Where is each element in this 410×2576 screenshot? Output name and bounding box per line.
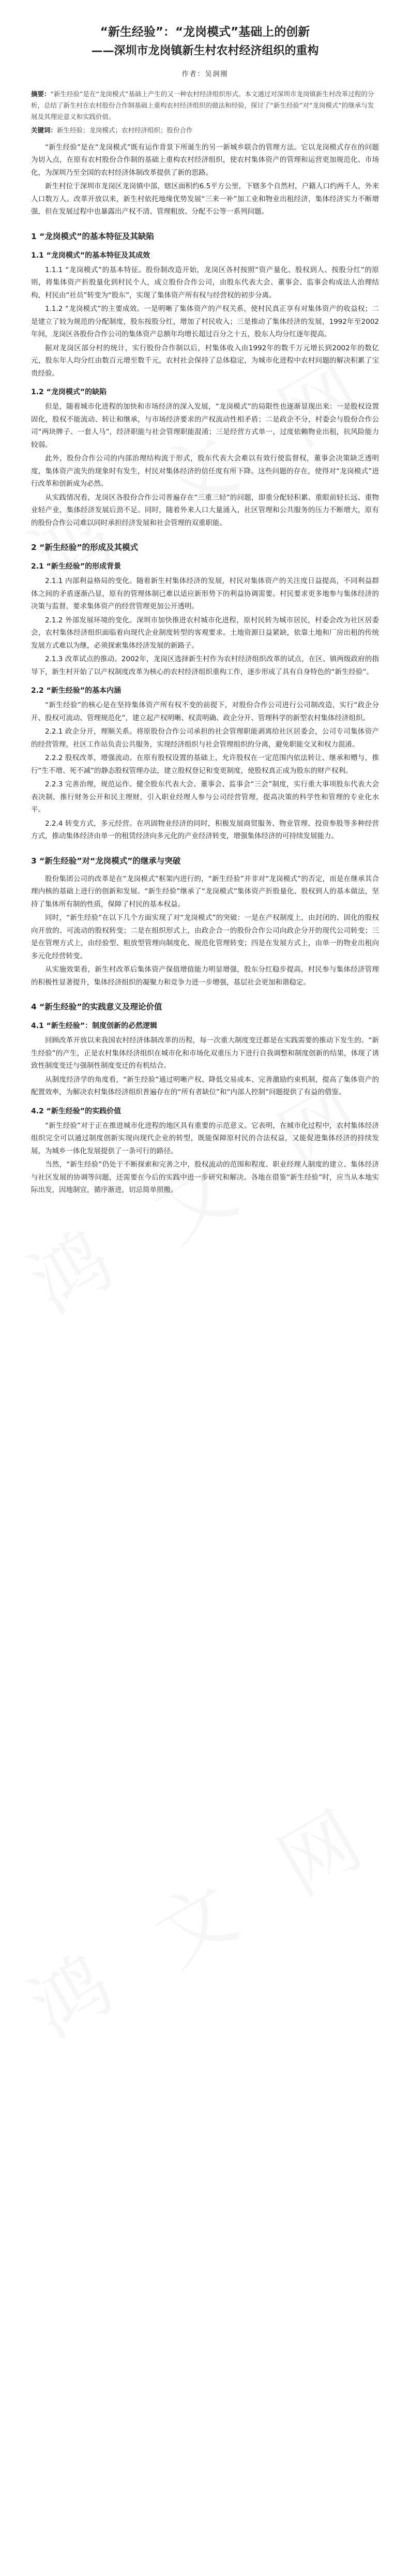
paragraph: 2.2.4 转变方式，多元经营。在巩固物业经济的同时，积极发展商贸服务、物业管理、投资参股等多种经营方式，推动集体经济由单一的租赁经济向多元化的产业经济转变，增强集体经济的可持续发展能力。: [31, 819, 379, 840]
paragraph: 同时，“新生经验”在以下几个方面实现了对“龙岗模式”的突破：一是在产权制度上，由封闭的、固化的股权向开放的、可流动的股权转变；二是在组织形式上，由政企合一的股份合作公司向政企分开的现代公司转变；三是在管理方式上，由经验型、粗放型管理向制度化、规范化管理转变；四是在发展方式上，由单一的物业出租向多元化经营转变。: [31, 914, 379, 960]
paragraph: 新生村位于深圳市龙岗区龙岗镇中部，辖区面积约6.5平方公里，下辖多个自然村，户籍人口约两千人，外来人口数万人。改革开放以来，新生村依托地缘优势发展“三来一补”加工业和物业出租经济，集体经济实力不断增强，但在发展过程中也暴露出产权不清、管理粗放、分配不公等一系列问题。: [31, 182, 379, 216]
keywords-label: 关键词：: [31, 126, 57, 134]
paragraph: 此外，股份合作公司的内部治理结构流于形式，股东代表大会难以有效行使监督权，董事会决策缺乏透明度，集体资产流失的现象时有发生，村民对集体经济的信任度有所下降。这些问题的存在，使得对“龙岗模式”进行改革和创新成为必然。: [31, 454, 379, 488]
subsection-heading: 1.2 “龙岗模式”的缺陷: [31, 388, 107, 396]
paragraph: 从实践情况看，龙岗区各股份合作公司普遍存在“三重三轻”的问题，即重分配轻积累、重眼前轻长远、重物业轻产业，集体经济发展后劲不足。同时，随着外来人口大量涌入，社区管理和公共服务的压力不断增大，原有的股份合作公司难以同时承担经济发展和社会管理的双重职能。: [31, 493, 379, 527]
subsection-heading: 1.1 “龙岗模式”的基本特征及其成效: [31, 251, 150, 260]
abstract: [31, 88, 379, 123]
keywords-text: 新生经验；龙岗模式；农村经济组织；股份合作: [57, 126, 193, 134]
section-heading: 4 “新生经验”的实践意义及理论价值: [31, 1002, 162, 1011]
document-subtitle: ——深圳市龙岗镇新生村农村经济组织的重构: [91, 44, 319, 57]
paragraph: 从实施效果看，新生村改革后集体资产保值增值能力明显增强，股东分红稳步提高，村民参与集体经济管理的积极性显著提升，集体经济组织的凝聚力和竞争力进一步增强，基层社会更加和谐稳定。: [31, 965, 379, 987]
paragraph: “新生经验”对于正在推进城市化进程的地区具有重要的示范意义。它表明，在城市化过程中，农村集体经济组织完全可以通过制度创新实现向现代企业的转型，既能保障原村民的合法权益，又能促进集体经济的持续发展，为城乡一体化发展提供了一条可行的路径。: [31, 1121, 379, 1155]
subsection-heading: 2.1 “新生经验”的形成背景: [31, 562, 122, 571]
paragraph: 从制度经济学的角度看，“新生经验”通过明晰产权、降低交易成本、完善激励约束机制，提高了集体资产的配置效率，为解决农村集体经济组织普遍存在的“所有者缺位”和“内部人控制”问题提供了有益的借鉴。: [31, 1075, 379, 1096]
paragraph: 当然，“新生经验”仍处于不断探索和完善之中，股权流动的范围和程度、职业经理人制度的建立、集体经济与社区发展的协调等问题，还需要在今后的实践中进一步研究和解决。各地在借鉴“新生经验”时，应当从本地实际出发，因地制宜，循序渐进，切忌简单照搬。: [31, 1160, 379, 1194]
paragraph: 1.1.2 “龙岗模式”的主要成效。一是明晰了集体资产的产权关系，使村民真正享有对集体资产的收益权；二是建立了较为规范的分配制度，股东按股分红，增加了村民收入；三是推动了集体经济的发展，1992年至2002年间，龙岗区各股份合作公司的集体资产总额年均增长超过百分之十五，股东人均分红逐年提高。: [31, 305, 379, 338]
watermark: [24, 1812, 386, 2029]
author-line: 作者：吴润刚: [181, 70, 229, 78]
abstract-label: 摘要：: [31, 90, 51, 98]
paragraph: 2.1.1 内部利益格局的变化。随着新生村集体经济的发展，村民对集体资产的关注度日益提高，不同利益群体之间的矛盾逐渐凸显，原有的管理体制已难以适应新形势下的利益协调需要。村民要求更多地参与集体经济的决策与监督，要求集体资产的经营管理更加公开透明。: [31, 577, 379, 611]
paragraph: 2.2.3 完善治理，规范运作。健全股东代表大会、董事会、监事会“三会”制度，实行重大事项股东代表大会表决制，推行财务公开和民主理财，引入职业经理人参与公司经营管理，提高决策的科学性和管理的专业化水平。: [31, 780, 379, 814]
article-body: [31, 141, 379, 1197]
paragraph: 股份集团公司的改革是在“龙岗模式”框架内进行的，“新生经验”并非对“龙岗模式”的否定，而是在继承其合理内核的基础上进行的创新和发展。“新生经验”继承了“龙岗模式”集体资产折股量化、股权到人的基本做法，坚持了集体所有制的性质，保障了村民的基本权益。: [31, 874, 379, 909]
section-heading: 3 “新生经验”对“龙岗模式”的继承与突破: [31, 856, 181, 866]
abstract-text: “新生经验”是在“龙岗模式”基础上产生的又一种农村经济组织形式。本文通过对深圳市龙岗镇新生村改革过程的分析，总结了新生村在农村股份合作制基础上重构农村经济组织的做法和经验，探讨了“新生经验”对“龙岗模式”的继承与发展及其理论意义和实践价值。: [31, 90, 374, 121]
paragraph: 2.1.3 改革试点的推动。2002年，龙岗区选择新生村作为农村经济组织改革的试点，在区、镇两级政府的指导下，新生村开始了以产权制度改革为核心的农村经济组织重构工作，逐步形成了具有自身特色的“新生经验”。: [31, 655, 379, 676]
paragraph: “新生经验”的核心是在坚持集体资产所有权不变的前提下，对股份合作公司进行公司制改造，实行“政企分开、股权可流动、管理规范化”，建立起产权明晰、权责明确、政企分开、管理科学的新型农村集体经济组织。: [31, 701, 379, 722]
paragraph: 回顾改革开放以来我国农村经济体制改革的历程，每一次重大制度变迁都是在实践需要的推动下发生的。“新生经验”的产生，正是农村集体经济组织在城市化和市场化双重压力下进行自我调整和制度创新的结果，体现了诱致性制度变迁与强制性制度变迁的有机结合。: [31, 1036, 379, 1070]
keywords: [31, 125, 379, 136]
paragraph: 据对龙岗区部分村的统计，实行股份合作制以后，村集体收入由1992年的数千万元增长到2002年的数亿元，股东年人均分红由数百元增至数千元，农村社会保持了总体稳定，为城市化进程中农村问题的解决积累了宝贵经验。: [31, 344, 379, 378]
subsection-heading: 2.2 “新生经验”的基本内涵: [31, 687, 122, 695]
paragraph: 但是，随着城市化进程的加快和市场经济的深入发展，“龙岗模式”的局限性也逐渐显现出来：一是股权设置固化，股权不能流动、转让和继承，与市场经济要求的产权流动性相矛盾；二是政企不分，村委会与股份合作公司“两块牌子、一套人马”，经济职能与社会管理职能混淆；三是经营方式单一，过度依赖物业出租，抗风险能力较弱。: [31, 403, 379, 449]
subsection-heading: 4.1 “新生经验”：制度创新的必然逻辑: [31, 1022, 158, 1030]
document-title: “新生经验”：“龙岗模式”基础上的创新: [100, 25, 310, 39]
paragraph: 2.1.2 外部发展环境的变化。深圳市加快推进农村城市化进程，原村民转为城市居民，村委会改为社区居委会，农村集体经济组织面临着向现代企业制度转型的客观要求。土地资源日益紧缺，依靠土地和厂房出租的传统发展方式难以为继，必须探索集体经济发展的新路子。: [31, 616, 379, 650]
paragraph: 2.2.1 政企分开，理顺关系。将原股份合作公司承担的社会管理职能剥离给社区居委会，公司专司集体资产的经营管理，社区工作站负责公共服务，实现经济组织与社会管理组织的分离，避免职能交叉和权力混淆。: [31, 727, 379, 749]
paragraph: “新生经验”是在“龙岗模式”既有运作背景下所诞生的另一新城乡联合的管理方法。它以龙岗模式存在的问题为切入点，在原有农村股份合作制的基础上重构农村经济组织，使农村集体资产的管理和运营更加规范化、市场化，为深圳乃至全国的农村经济体制改革提供了新的思路。: [31, 143, 379, 177]
paragraph: 1.1.1 “龙岗模式”的基本特征。股份制改造开始，龙岗区各村按照“资产量化、股权到人、按股分红”的原则，将集体资产折股量化到村民个人，成立股份合作公司，由股东代表大会、董事会、监事会构成法人治理结构，村民由“社员”转变为“股东”，实现了集体资产所有权与经营权的初步分离。: [31, 265, 379, 300]
section-heading: 2 “新生经验”的形成及其模式: [31, 543, 139, 552]
paragraph: 2.2.2 股权改革，增强流动。在原有股权设置的基础上，允许股权在一定范围内依法转让、继承和赠与，推行“生不增、死不减”的静态股权管理办法，建立股权登记和变更制度，使股权真正成为股东的财产权利。: [31, 754, 379, 775]
subsection-heading: 4.2 “新生经验”的实践价值: [31, 1107, 122, 1115]
section-heading: 1 “龙岗模式”的基本特征及其缺陷: [31, 231, 155, 241]
